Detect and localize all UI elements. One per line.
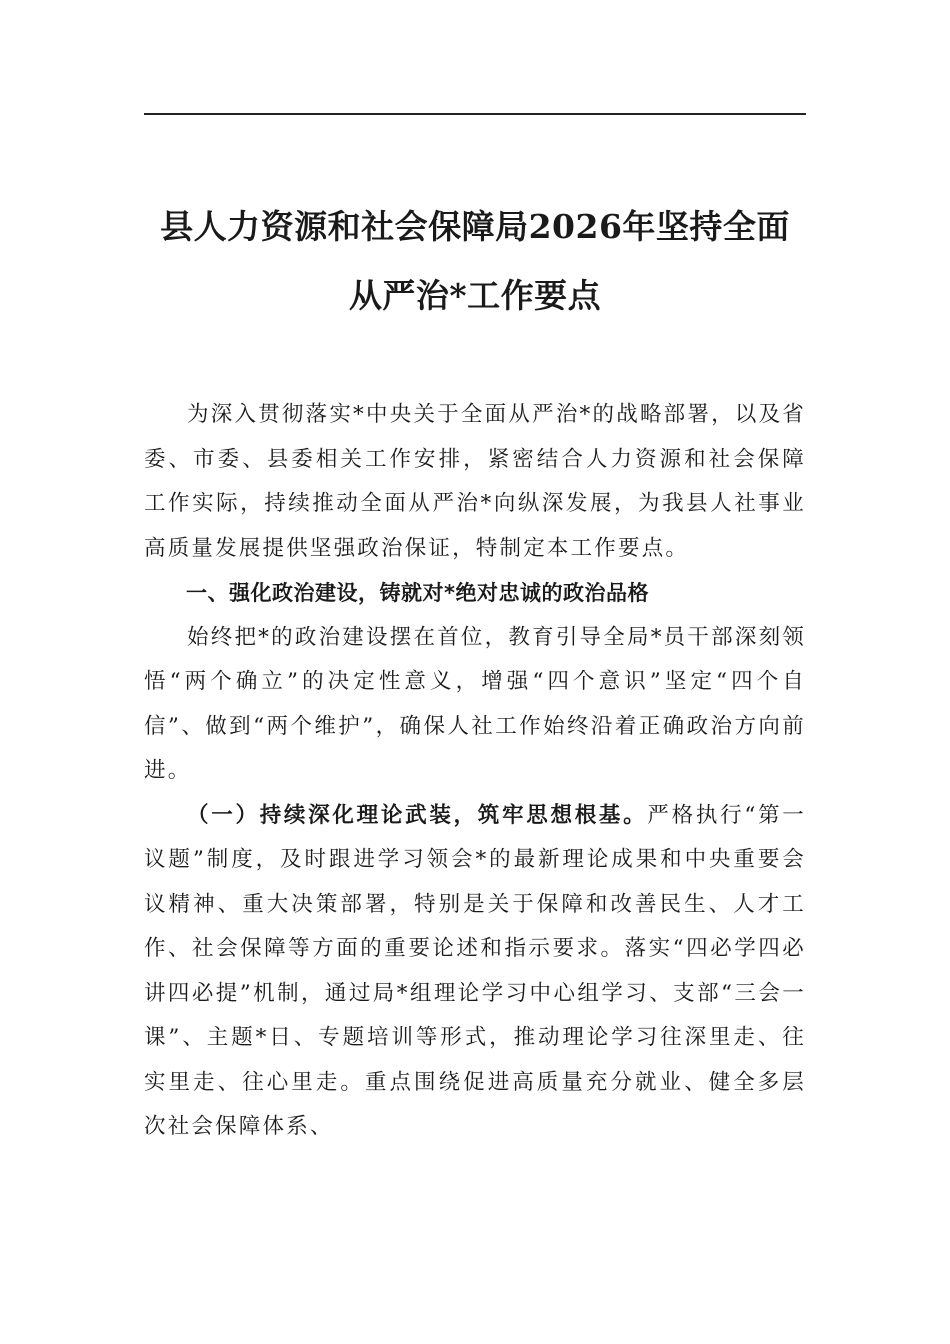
section-1-heading: 一、强化政治建设，铸就对*绝对忠诚的政治品格 (186, 581, 649, 605)
item-1-heading: （一）持续深化理论武装，筑牢思想根基。 (187, 802, 648, 828)
intro-paragraph: 为深入贯彻落实*中央关于全面从严治*的战略部署，以及省委、市委、县委相关工作安排，紧密结合人力资源和社会保障工作实际，持续推动全面从严治*向纵深发展，为我县人社事业高质量发展提供坚强政治保证，特制定本工作要点。 (144, 402, 806, 561)
section-1-paragraph: 始终把*的政治建设摆在首位，教育引导全局*员干部深刻领悟“两个确立”的决定性意义，增强“四个意识”坚定“四个自信”、做到“两个维护”，确保人社工作始终沿着正确政治方向前进。 (144, 624, 806, 783)
item-1-text: 严格执行“第一议题”制度，及时跟进学习领会*的最新理论成果和中央重要会议精神、重大决策部署，特别是关于保障和改善民生、人才工作、社会保障等方面的重要论述和指示要求。落实“四必学四必讲四必提”机制，通过局*组理论学习中心组学习、支部“三会一课”、主题*日、专题培训等形式，推动理论学习往深里走、往实里走、往心里走。重点围绕促进高质量充分就业、健全多层次社会保障体系、 (144, 802, 806, 1139)
item-1-paragraph (144, 794, 806, 1150)
title-line-1: 县人力资源和社会保障局2026年坚持全面 (160, 207, 790, 246)
document-body (144, 393, 806, 1150)
header-rule (144, 113, 806, 115)
document-title (144, 192, 806, 330)
title-line-2: 从严治*工作要点 (348, 276, 602, 315)
